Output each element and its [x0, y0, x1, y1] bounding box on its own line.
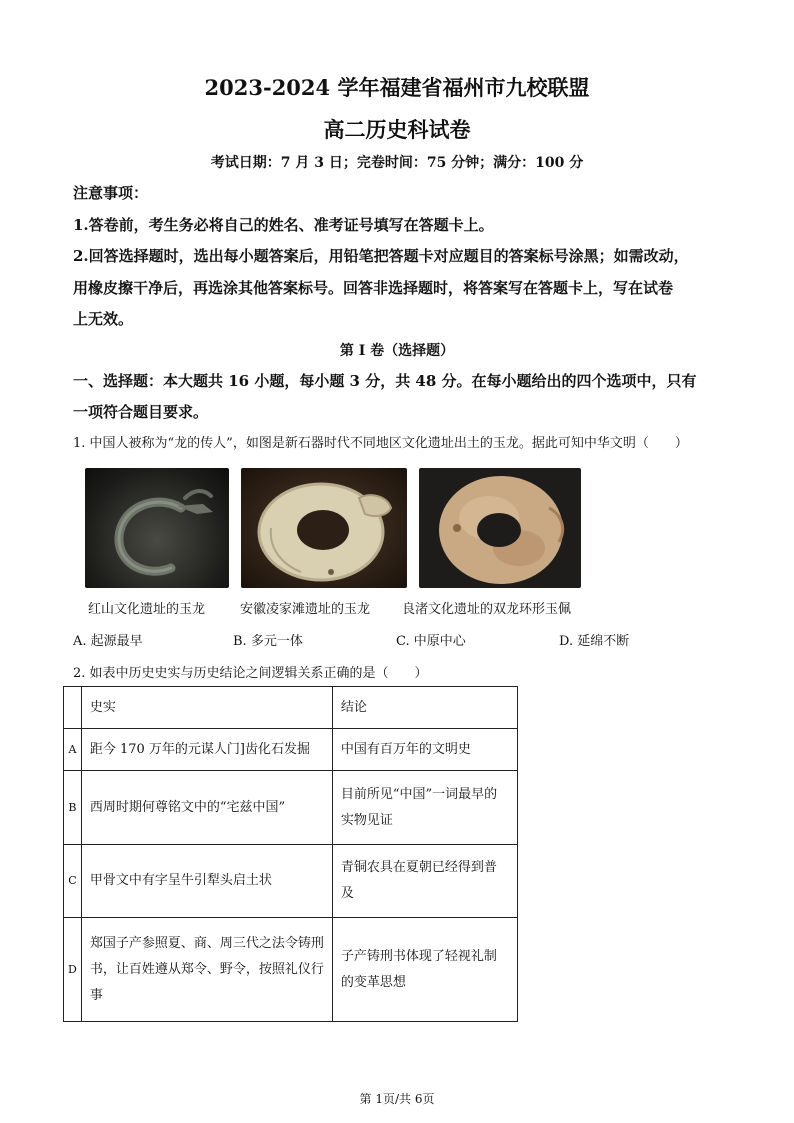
notes-heading: 注意事项：: [73, 184, 149, 202]
row-conclusion: 目前所见“中国”一词最早的实物见证: [332, 771, 517, 845]
table-row: [64, 771, 518, 845]
note-item-2-line1: 2.回答选择题时，选出每小题答案后，用铅笔把答题卡对应题目的答案标号涂黑；如需改动，: [73, 247, 689, 265]
page-footer: 第 1页/共 6页: [359, 1092, 435, 1106]
image-caption-3: 良渚文化遗址的双龙环形玉佩: [402, 602, 572, 617]
history-facts-table: [63, 686, 518, 1022]
exam-info: 考试日期：7 月 3 日；完卷时间：75 分钟；满分：100 分: [210, 155, 584, 171]
table-row: [64, 918, 518, 1022]
image-caption-1: 红山文化遗址的玉龙: [88, 602, 206, 617]
question-1-stem: 1. 中国人被称为“龙的传人”，如图是新石器时代不同地区文化遗址出土的玉龙。据此可知中华文明（ ）: [73, 436, 688, 451]
row-fact: 距今 170 万年的元谋人门]齿化石发掘: [81, 729, 332, 771]
row-conclusion: 子产铸刑书体现了轻视礼制的变革思想: [332, 918, 517, 1022]
image-caption-2: 安徽凌家滩遗址的玉龙: [240, 602, 371, 617]
row-conclusion: 青铜农具在夏朝已经得到普及: [332, 845, 517, 918]
row-label: A: [64, 729, 82, 771]
exam-title-line1: 2023-2024 学年福建省福州市九校联盟: [204, 75, 590, 100]
table-header-fact: 史实: [81, 687, 332, 729]
option-c: C. 中原中心: [396, 634, 466, 649]
liangzhu-jade-ring-image: [419, 468, 581, 588]
row-label: D: [64, 918, 82, 1022]
volume-title: 第 I 卷（选择题）: [339, 343, 455, 359]
exam-title-line2: 高二历史科试卷: [323, 117, 471, 142]
row-conclusion: 中国有百万年的文明史: [332, 729, 517, 771]
note-item-2-line2: 用橡皮擦干净后，再选涂其他答案标号。回答非选择题时，将答案写在答题卡上，写在试卷: [73, 279, 674, 297]
option-d: D. 延绵不断: [559, 634, 630, 649]
question-2-stem: 2. 如表中历史史实与历史结论之间逻辑关系正确的是（ ）: [73, 666, 428, 681]
note-item-1: 1.答卷前，考生务必将自己的姓名、准考证号填写在答题卡上。: [73, 216, 494, 234]
row-fact: 甲骨文中有字呈牛引犁头启土状: [81, 845, 332, 918]
option-b: B. 多元一体: [233, 634, 303, 649]
option-a: A. 起源最早: [73, 634, 143, 649]
row-fact: 郑国子产参照夏、商、周三代之法令铸刑书，让百姓遵从郑令、野令，按照礼仪行事: [81, 918, 332, 1022]
table-header-row: [64, 687, 518, 729]
hongshan-jade-dragon-image: [85, 468, 229, 588]
table-header-label: [64, 687, 82, 729]
row-fact: 西周时期何尊铭文中的“宅兹中国”: [81, 771, 332, 845]
row-label: B: [64, 771, 82, 845]
part1-instructions-line1: 一、选择题：本大题共 16 小题，每小题 3 分，共 48 分。在每小题给出的四个选项中，只有: [73, 372, 697, 390]
lingjiatan-jade-dragon-image: [241, 468, 407, 588]
table-header-conclusion: 结论: [332, 687, 517, 729]
part1-instructions-line2: 一项符合题目要求。: [73, 403, 209, 421]
row-label: C: [64, 845, 82, 918]
note-item-2-line3: 上无效。: [73, 310, 134, 328]
table-row: [64, 845, 518, 918]
table-row: [64, 729, 518, 771]
